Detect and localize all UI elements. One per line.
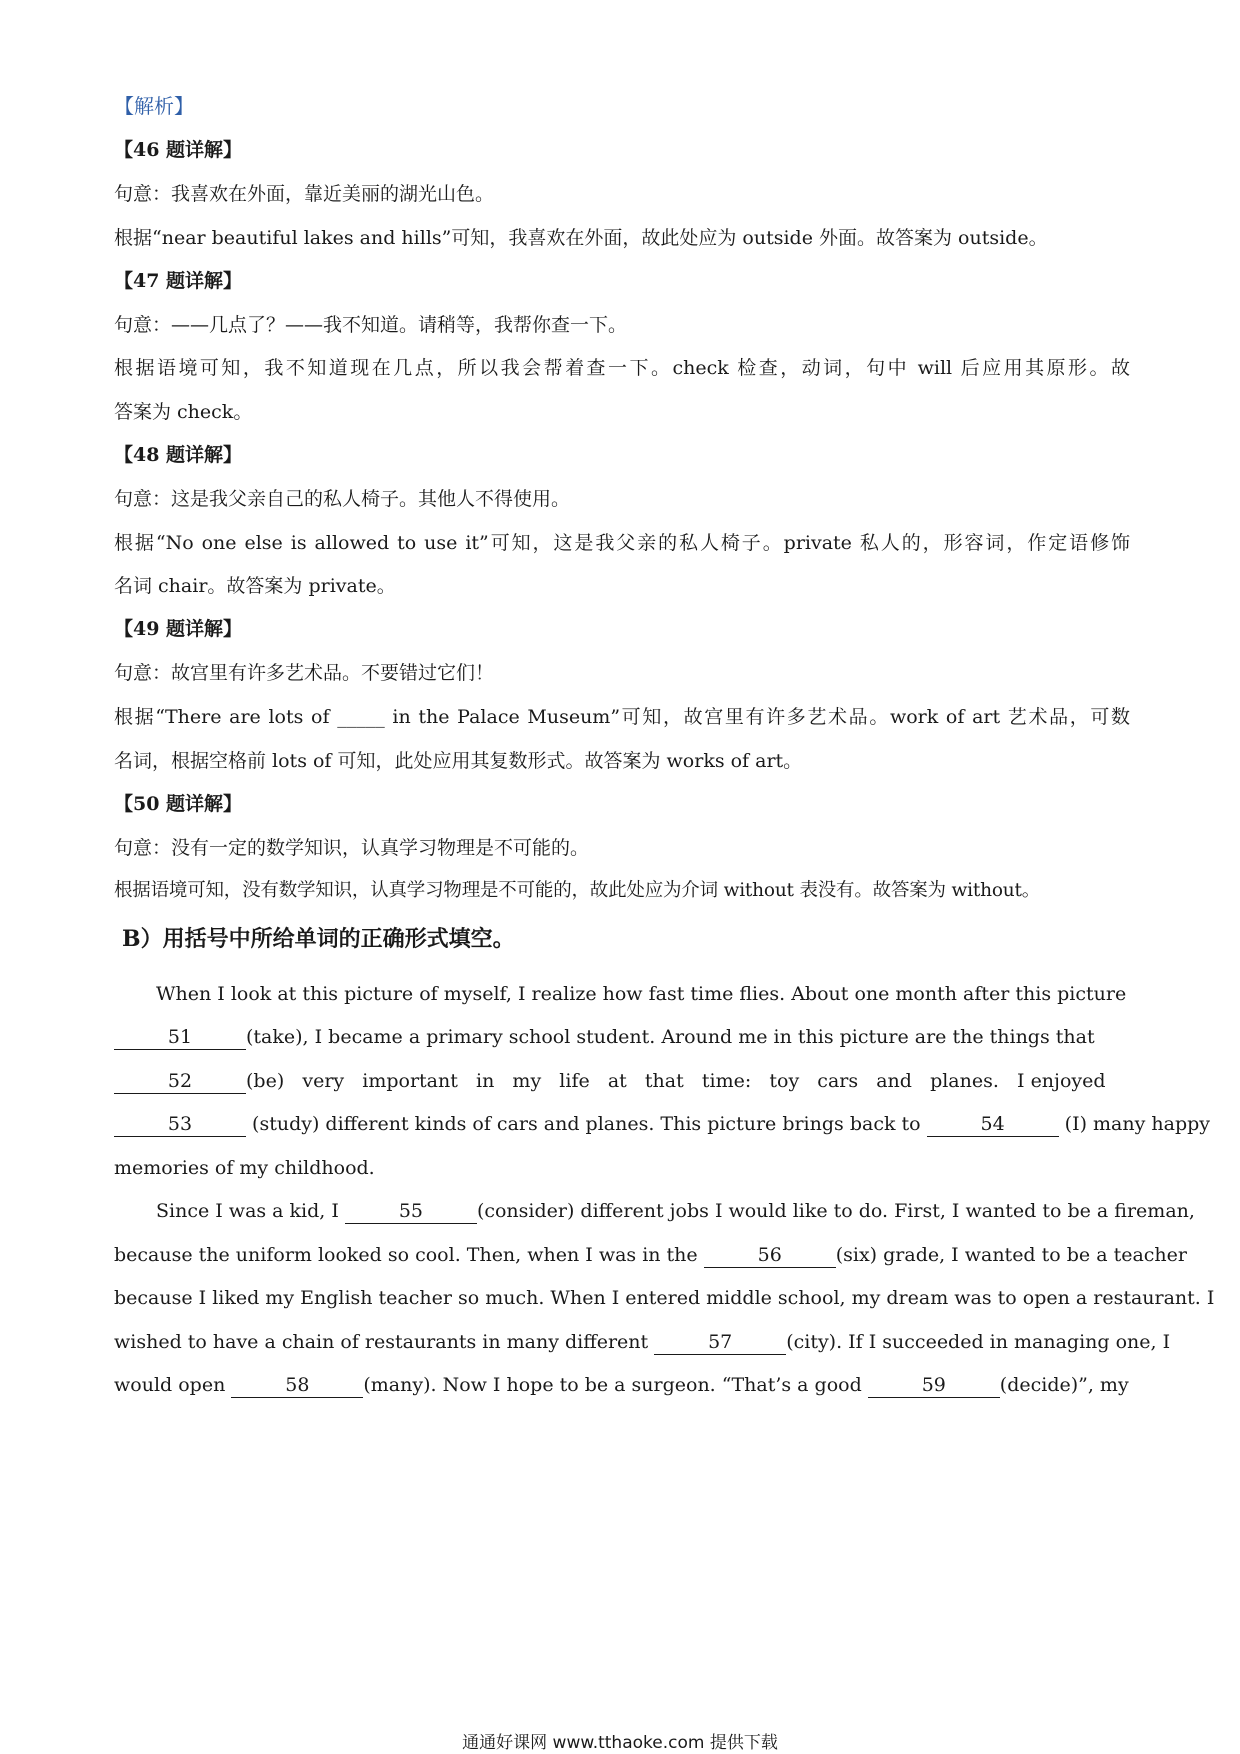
page-footer: 通通好课网 www.tthaoke.com 提供下载 — [462, 1733, 778, 1753]
passage-line-6 — [156, 1197, 1195, 1225]
section-b-title: B）用括号中所给单词的正确形式填空。 — [122, 926, 515, 952]
item-47-meaning: 句意：——几点了？——我不知道。请稍等，我帮你查一下。 — [114, 314, 628, 336]
passage-text-2: (take), I became a primary school student. Around me in this picture are the things that — [246, 1026, 1095, 1048]
item-49-heading: 【49 题详解】 — [114, 618, 243, 640]
item-46-heading: 【46 题详解】 — [114, 139, 243, 161]
passage-line-9 — [114, 1328, 1171, 1356]
item-49-meaning: 句意：故宫里有许多艺术品。不要错过它们！ — [114, 662, 495, 684]
blank-57[interactable]: 57 — [654, 1330, 786, 1355]
item-47-explain-cont: 答案为 check。 — [114, 401, 253, 423]
passage-text-10c: (decide)”, my — [999, 1374, 1129, 1396]
item-48-heading: 【48 题详解】 — [114, 444, 243, 466]
passage-line-4 — [114, 1110, 1211, 1138]
item-48-explain-cont: 名词 chair。故答案为 private。 — [114, 575, 396, 597]
passage-text-3: (be) very important in my life at that time: toy cars and planes. I enjoyed — [246, 1070, 1106, 1092]
blank-58[interactable]: 58 — [231, 1373, 363, 1398]
passage-line-7 — [114, 1241, 1187, 1269]
passage-line-3 — [114, 1067, 1130, 1095]
blank-55[interactable]: 55 — [345, 1199, 477, 1224]
item-50-meaning: 句意：没有一定的数学知识，认真学习物理是不可能的。 — [114, 837, 590, 859]
passage-line-1: When I look at this picture of myself, I realize how fast time flies. About one month after this picture — [156, 983, 1127, 1005]
passage-text-6b: (consider) different jobs I would like to do. First, I wanted to be a fireman, — [476, 1200, 1195, 1222]
passage-text-4b: (I) many happy — [1058, 1113, 1211, 1135]
item-49-explain-cont: 名词，根据空格前 lots of 可知，此处应用其复数形式。故答案为 works of art。 — [114, 750, 803, 772]
passage-text-9b: (city). If I succeeded in managing one, I — [786, 1331, 1171, 1353]
item-48-explain: 根据“No one else is allowed to use it”可知，这是我父亲的私人椅子。private 私人的，形容词，作定语修饰 — [114, 532, 1130, 554]
blank-53[interactable]: 53 — [114, 1112, 246, 1137]
item-50-heading: 【50 题详解】 — [114, 793, 243, 815]
passage-text-7b: (six) grade, I wanted to be a teacher — [835, 1244, 1187, 1266]
passage-text-7a: because the uniform looked so cool. Then, when I was in the — [114, 1244, 704, 1266]
blank-52[interactable]: 52 — [114, 1069, 246, 1094]
passage-text-9a: wished to have a chain of restaurants in many different — [114, 1331, 655, 1353]
passage-line-5: memories of my childhood. — [114, 1157, 375, 1179]
blank-56[interactable]: 56 — [704, 1243, 836, 1268]
item-46-meaning: 句意：我喜欢在外面，靠近美丽的湖光山色。 — [114, 183, 495, 205]
analysis-label: 【解析】 — [114, 94, 194, 118]
item-49-explain: 根据“There are lots of _____ in the Palace Museum”可知，故宫里有许多艺术品。work of art 艺术品，可数 — [114, 706, 1130, 728]
item-46-explain: 根据“near beautiful lakes and hills”可知，我喜欢在外面，故此处应为 outside 外面。故答案为 outside。 — [114, 227, 1048, 249]
blank-54[interactable]: 54 — [927, 1112, 1059, 1137]
item-48-meaning: 句意：这是我父亲自己的私人椅子。其他人不得使用。 — [114, 488, 571, 510]
passage-text-10b: (many). Now I hope to be a surgeon. “That’s a good — [363, 1374, 868, 1396]
blank-59[interactable]: 59 — [868, 1373, 1000, 1398]
passage-line-8: because I liked my English teacher so much. When I entered middle school, my dream was to open a restaurant. I — [114, 1287, 1215, 1309]
item-50-explain: 根据语境可知，没有数学知识，认真学习物理是不可能的，故此处应为介词 without 表没有。故答案为 without。 — [114, 880, 1041, 901]
blank-51[interactable]: 51 — [114, 1025, 246, 1050]
passage-text-6a: Since I was a kid, I — [156, 1200, 345, 1222]
passage-text-10a: would open — [114, 1374, 232, 1396]
passage-line-10 — [114, 1371, 1130, 1399]
item-47-heading: 【47 题详解】 — [114, 270, 243, 292]
item-47-explain: 根据语境可知，我不知道现在几点，所以我会帮着查一下。check 检查，动词，句中 will 后应用其原形。故 — [114, 357, 1130, 379]
passage-line-2 — [114, 1023, 1130, 1051]
passage-text-4a: (study) different kinds of cars and planes. This picture brings back to — [246, 1113, 927, 1135]
